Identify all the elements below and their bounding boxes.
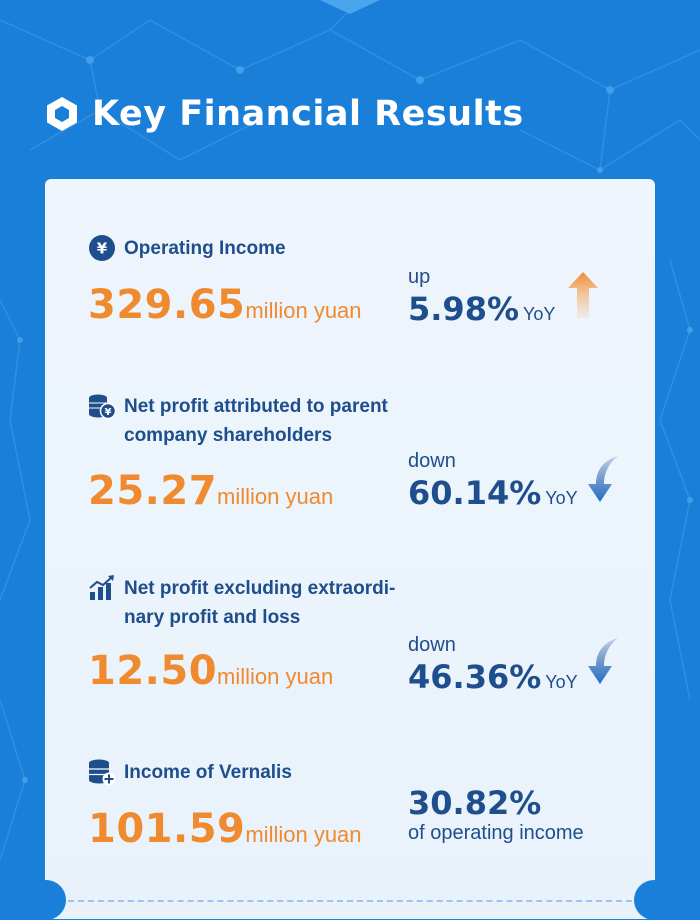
metric-label-row <box>88 758 648 787</box>
value-number: 12.50 <box>88 648 218 694</box>
value-number: 25.27 <box>88 468 218 514</box>
metric-value <box>88 648 333 694</box>
change-percent <box>408 474 578 512</box>
change-direction: down <box>408 634 456 656</box>
metric-label: Net profit excluding extraordi-nary profit and loss <box>124 578 396 628</box>
metric-label-row <box>88 234 648 263</box>
change-percent <box>408 658 578 696</box>
change-value: 46.36% <box>408 658 542 696</box>
metric-label: Net profit attributed to parent company shareholders <box>124 396 388 446</box>
change-suffix: YoY <box>545 672 578 692</box>
card-divider <box>68 900 632 902</box>
change-direction: down <box>408 450 456 472</box>
change-suffix: YoY <box>545 488 578 508</box>
metric-income-vernalis <box>88 758 648 852</box>
value-unit: million yuan <box>217 484 334 509</box>
page-title: Key Financial Results <box>92 94 524 134</box>
value-number: 101.59 <box>88 806 246 852</box>
coin-stack-icon <box>88 392 116 420</box>
metric-net-profit-parent <box>88 392 648 514</box>
yuan-coin-icon <box>88 234 116 262</box>
change-direction: up <box>408 266 431 288</box>
share-caption: of operating income <box>408 822 584 844</box>
card-notch-left <box>26 880 66 920</box>
arrow-down-icon <box>584 454 620 504</box>
metric-label-row <box>88 574 648 632</box>
metric-value <box>88 282 362 328</box>
share-value: 30.82% <box>408 784 542 822</box>
metric-label: Income of Vernalis <box>124 762 292 783</box>
arrow-up-icon <box>566 270 600 320</box>
change-value: 60.14% <box>408 474 542 512</box>
title-block <box>46 94 524 134</box>
share-percent <box>408 784 541 822</box>
change-percent <box>408 290 555 328</box>
top-notch-decoration <box>320 0 380 14</box>
svg-text:¥: ¥ <box>96 239 108 258</box>
value-number: 329.65 <box>88 282 246 328</box>
change-suffix: YoY <box>523 304 556 324</box>
metric-value <box>88 468 333 514</box>
metric-net-profit-excluding <box>88 574 648 696</box>
bar-chart-icon <box>88 574 116 602</box>
metric-operating-income <box>88 234 648 328</box>
hexagon-icon <box>46 96 78 132</box>
svg-text:¥: ¥ <box>104 407 112 418</box>
metric-label: Operating Income <box>124 238 286 259</box>
metric-label-row <box>88 392 648 450</box>
card-notch-right <box>634 880 674 920</box>
change-value: 5.98% <box>408 290 520 328</box>
value-unit: million yuan <box>217 664 334 689</box>
value-unit: million yuan <box>245 298 362 323</box>
arrow-down-icon <box>584 636 620 686</box>
metric-value <box>88 806 362 852</box>
database-plus-icon <box>88 758 116 786</box>
value-unit: million yuan <box>245 822 362 847</box>
